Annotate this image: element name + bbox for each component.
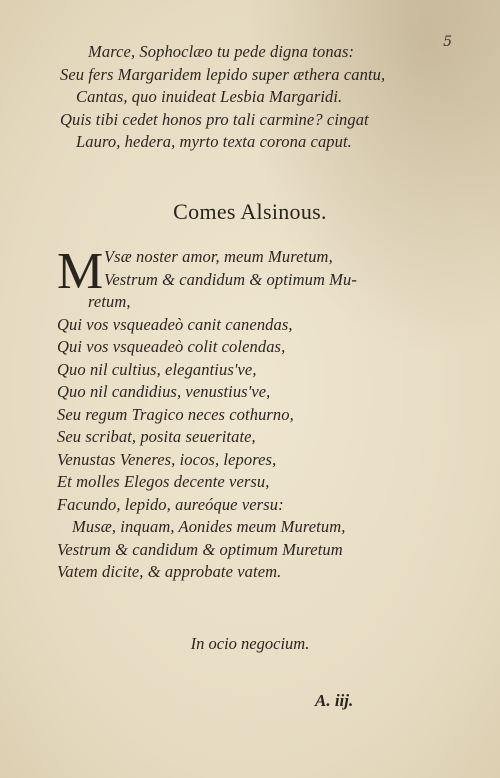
poem-line: Quo nil cultius, elegantius've, (57, 359, 257, 379)
poem-line: Vestrum & candidum & optimum Muretum (57, 539, 343, 559)
poem-line: Et molles Elegos decente versu, (57, 472, 270, 491)
page-number: 5 (443, 34, 452, 50)
poem-line: Facundo, lepido, aureóque versu: (57, 494, 284, 514)
poem-line: Seu scribat, posita seueritate, (57, 427, 256, 446)
motto: In ocio negocium. (190, 634, 310, 653)
poem-line: Venustas Veneres, iocos, lepores, (57, 449, 277, 469)
poem-heading: Comes Alsinous. (173, 199, 327, 224)
poem-line: Musæ, inquam, Aonides meum Muretum, (72, 517, 346, 536)
signature-mark: A. iij. (315, 691, 354, 710)
closing-verse (0, 41, 500, 154)
poem-line: Seu regum Tragico neces cothurno, (57, 404, 294, 424)
poem-line: Qui vos vsqueadeò canit canendas, (57, 314, 293, 334)
poem-line: Vsæ noster amor, meum Muretum, (104, 247, 333, 266)
verse-line: Cantas, quo inuideat Lesbia Margaridi. (76, 87, 343, 106)
verse-line: Seu fers Margaridem lepido super æthera cantu, (60, 64, 386, 84)
verse-line: Quis tibi cedet honos pro tali carmine? cingat (60, 109, 369, 129)
poem-line: retum, (88, 292, 131, 311)
poem-body (0, 243, 500, 584)
poem-line: Quo nil candidius, venustius've, (57, 382, 271, 401)
poem-line: Vestrum & candidum & optimum Mu- (104, 269, 357, 289)
drop-cap: M (57, 243, 104, 300)
verse-line: Marce, Sophoclæo tu pede digna tonas: (88, 42, 355, 61)
poem-line: Vatem dicite, & approbate vatem. (57, 562, 282, 581)
verse-line: Lauro, hedera, myrto texta corona caput. (76, 132, 352, 151)
poem-line: Qui vos vsqueadeò colit colendas, (57, 337, 286, 356)
